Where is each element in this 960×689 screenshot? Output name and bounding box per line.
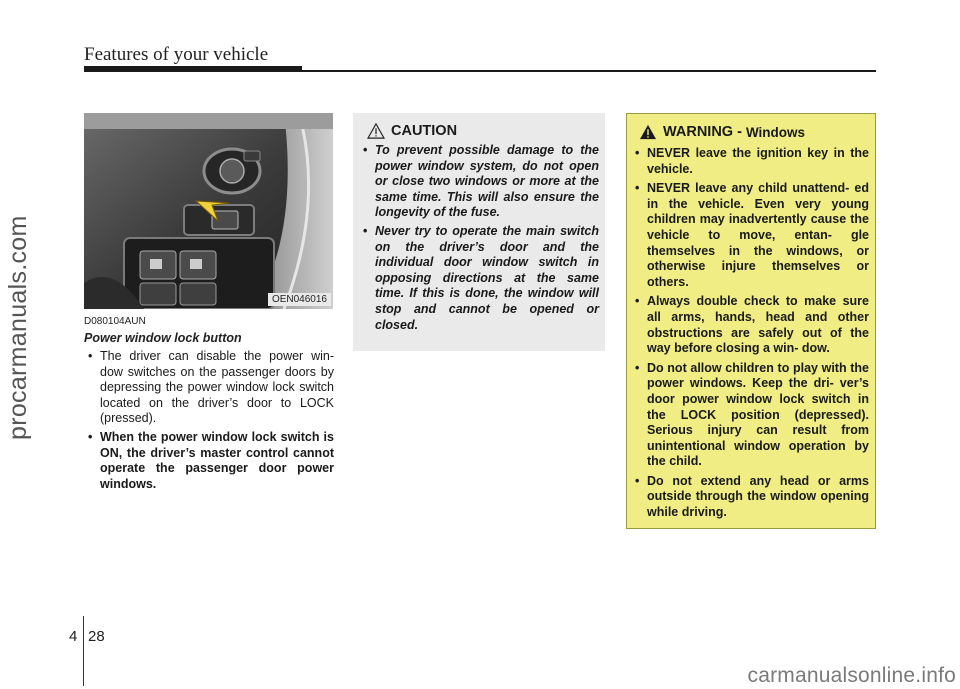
page-header-title: Features of your vehicle [84,44,269,65]
caution-title: CAUTION [391,123,458,139]
warning-item: • Do not allow children to play with the power windows. Keep the dri- ver’s door power window lock switch in the LOCK position (depressed). Serious injury can result from unintentional window operation by the child. [633,361,869,470]
section-code: D080104AUN [84,316,146,327]
body-bullet-item: • The driver can disable the power win- dow switches on the passenger doors by depressing the power window lock switch located on the driver’s door to LOCK (pressed). [84,349,334,427]
warning-item: • Always double check to make sure all arms, hands, head and other obstructions are safely out of the way before closing a win- dow. [633,294,869,356]
caution-item: • Never try to operate the main switch on the driver’s door and the individual door window switch in opposing directions at the same time. If this is done, the window will stop and cannot be opened or closed. [361,224,599,333]
warning-item: • Do not extend any head or arms outside through the window opening while driving. [633,474,869,521]
caution-list [361,143,599,336]
footer-watermark: carmanualsonline.info [747,664,956,687]
figure-caption: OEN046016 [268,293,331,306]
caution-triangle-icon [367,123,385,139]
warning-box [626,113,876,529]
side-watermark: procarmanuals.com [4,215,32,440]
door-switch-photo [84,113,333,309]
warning-title: WARNING - [663,124,742,140]
page-section-number: 4 [69,628,78,645]
warning-triangle-icon [639,124,657,140]
caution-box [353,113,605,351]
page-number: 28 [88,628,105,645]
caution-item: • To prevent possible damage to the power window system, do not open or close two windows or more at the same time. This will also ensure the longevity of the fuse. [361,143,599,221]
header-rule-thin [302,70,876,72]
door-switch-illustration [84,113,333,309]
page-number-divider [83,616,84,686]
warning-item: • NEVER leave any child unattend- ed in the vehicle. Even very young children may inadvertently cause the vehicle to move, entan- gle themselves in the windows, or otherwise injure themselves or others. [633,181,869,290]
warning-header [639,124,805,140]
warning-list [633,146,869,525]
caution-header [367,123,457,139]
body-bullet-list [84,349,334,495]
warning-subtitle: Windows [745,124,806,140]
header-rule-thick [84,66,302,72]
section-title: Power window lock button [84,331,242,345]
body-bullet-item: • When the power window lock switch is ON, the driver’s master control cannot operate the passenger door power windows. [84,430,334,492]
warning-item: • NEVER leave the ignition key in the vehicle. [633,146,869,177]
